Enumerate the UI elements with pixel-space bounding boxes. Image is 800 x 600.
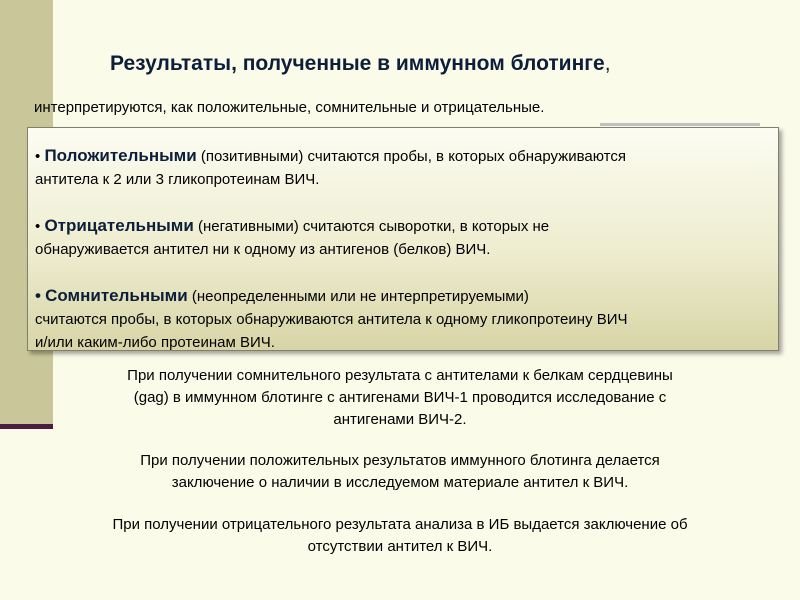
paragraph-line: При получении положительных результатов иммунного блотинга делается: [140, 452, 660, 469]
bullet: •: [35, 148, 41, 165]
slide-subtitle: интерпретируются, как положительные, сомнительные и отрицательные.: [34, 99, 545, 116]
term-negative: Отрицательными: [44, 216, 194, 235]
definition-text: (позитивными) считаются пробы, в которых обнаруживаются: [196, 148, 626, 165]
definition-text: (негативными) считаются сыворотки, в которых не: [193, 218, 550, 235]
paragraph-positive-result: [30, 450, 770, 494]
definition-doubtful: [35, 284, 772, 354]
definition-positive: [35, 144, 772, 191]
definition-negative: [35, 214, 772, 261]
slide-title: [0, 52, 800, 76]
paragraph-doubtful-result: [30, 365, 770, 431]
paragraph-line: антигенами ВИЧ-2.: [333, 411, 467, 428]
slide-title-text: Результаты, полученные в иммунном блотинге: [110, 52, 605, 75]
paragraph-line: (gag) в иммунном блотинге с антигенами ВИЧ-1 проводится исследование с: [133, 389, 667, 406]
definition-text: (неопределенными или не интерпретируемыми): [187, 288, 529, 305]
bullet: •: [35, 286, 41, 305]
term-positive: Положительными: [44, 146, 197, 165]
paragraph-line: При получении отрицательного результата анализа в ИБ выдается заключение об: [112, 516, 688, 533]
accent-bar: [600, 123, 760, 126]
term-doubtful: Сомнительными: [45, 286, 188, 305]
slide-title-comma: ,: [604, 52, 611, 75]
definition-text: антитела к 2 или 3 гликопротеинам ВИЧ.: [35, 171, 320, 188]
definition-text: и/или каким-либо протеинам ВИЧ.: [35, 334, 275, 351]
paragraph-line: отсутствии антител к ВИЧ.: [307, 538, 493, 555]
bullet: •: [35, 218, 41, 235]
definitions-box: [27, 127, 779, 351]
paragraph-negative-result: [30, 514, 770, 558]
paragraph-line: заключение о наличии в исследуемом материале антител к ВИЧ.: [171, 474, 629, 491]
definition-text: считаются пробы, в которых обнаруживаются антитела к одному гликопротеину ВИЧ: [35, 311, 628, 328]
definition-text: обнаруживается антител ни к одному из антигенов (белков) ВИЧ.: [35, 241, 491, 258]
paragraph-line: При получении сомнительного результата с антителами к белкам сердцевины: [127, 367, 673, 384]
